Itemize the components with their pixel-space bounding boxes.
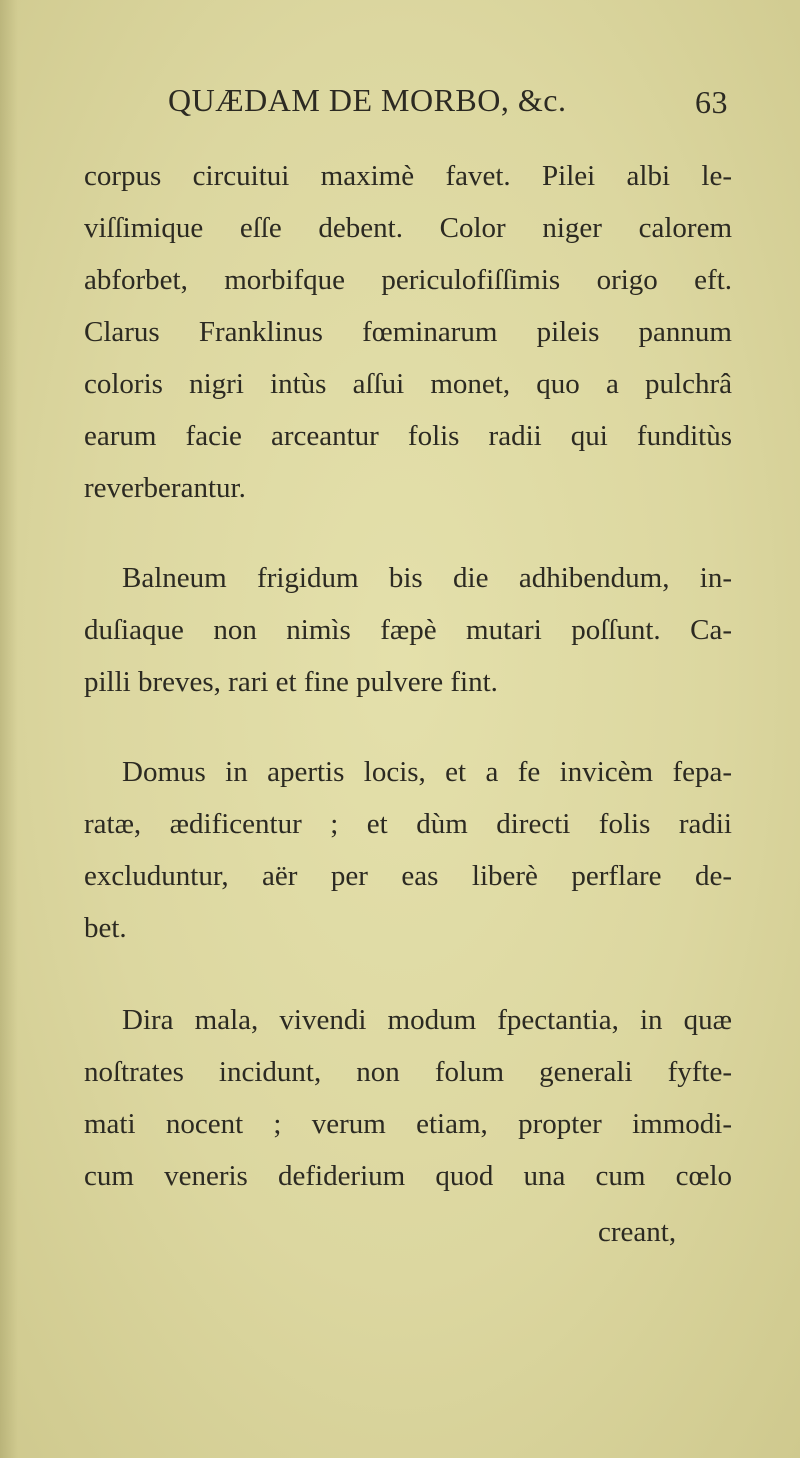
page-gutter-shadow: [0, 0, 18, 1458]
text-line: duſiaque non nimìs fæpè mutari poſſunt. Ca-: [84, 614, 732, 646]
running-head-title: QUÆDAM DE MORBO, &c.: [168, 82, 567, 118]
text-line: Balneum frigidum bis die adhibendum, in-: [122, 562, 732, 594]
text-line: viſſimique eſſe debent. Color niger calorem: [84, 212, 732, 244]
text-line: mati nocent ; verum etiam, propter immodi-: [84, 1108, 732, 1140]
text-line: pilli breves, rari et fine pulvere fint.: [84, 666, 498, 698]
text-line: earum facie arceantur folis radii qui funditùs: [84, 420, 732, 452]
text-line: cum veneris defiderium quod una cum cœlo: [84, 1160, 732, 1192]
text-line: bet.: [84, 912, 127, 944]
text-line: coloris nigri intùs aſſui monet, quo a pulchrâ: [84, 368, 732, 400]
text-line: noſtrates incidunt, non folum generali fyfte-: [84, 1056, 732, 1088]
text-line: abforbet, morbifque periculofiſſimis origo eft.: [84, 264, 732, 296]
text-line: Dira mala, vivendi modum fpectantia, in quæ: [122, 1004, 732, 1036]
running-head: [168, 82, 728, 132]
text-line: excluduntur, aër per eas liberè perflare de-: [84, 860, 732, 892]
text-line: ratæ, ædificentur ; et dùm directi folis radii: [84, 808, 732, 840]
text-line: Domus in apertis locis, et a fe invicèm fepa-: [122, 756, 732, 788]
text-line: Clarus Franklinus fœminarum pileis pannum: [84, 316, 732, 348]
catchword: creant,: [598, 1216, 677, 1248]
text-line: corpus circuitui maximè favet. Pilei albi le-: [84, 160, 732, 192]
text-line: reverberantur.: [84, 472, 246, 504]
page-number: 63: [695, 84, 728, 120]
